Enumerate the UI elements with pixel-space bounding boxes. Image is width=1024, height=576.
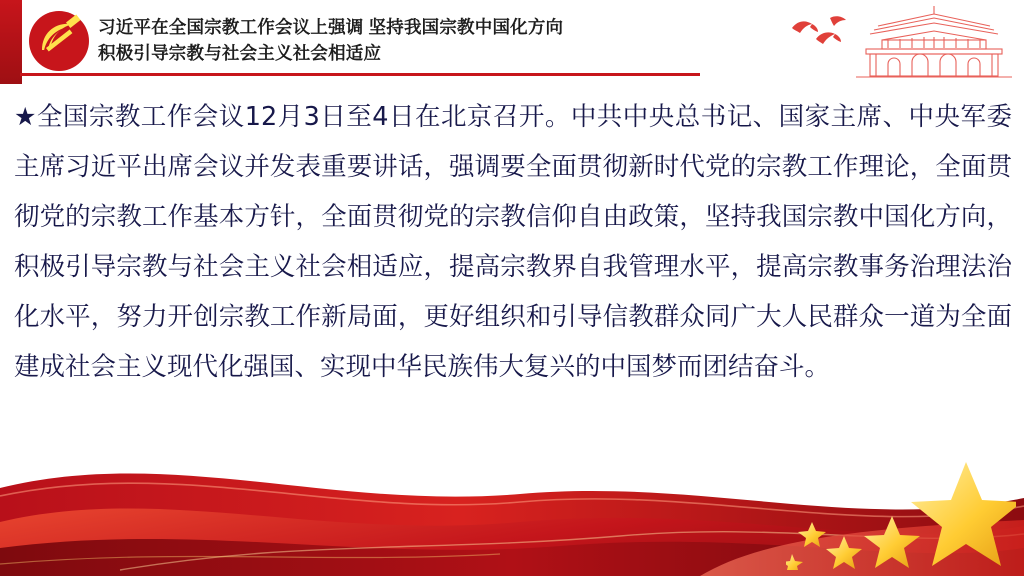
slide-header <box>0 0 1024 84</box>
document-body-paragraph <box>14 92 1012 392</box>
page-title <box>98 14 788 66</box>
bullet-star-icon: ★ <box>14 102 37 131</box>
five-golden-stars-icon <box>786 450 1016 570</box>
header-divider <box>20 73 700 76</box>
peace-doves-icon <box>790 14 850 48</box>
party-emblem-hammer-sickle-icon <box>28 10 90 72</box>
page-title-line-2: 积极引导宗教与社会主义社会相适应 <box>98 43 382 63</box>
tiananmen-gate-icon <box>848 4 1020 80</box>
page-title-line-1: 习近平在全国宗教工作会议上强调 坚持我国宗教中国化方向 <box>98 17 564 37</box>
paragraph-text: 全国宗教工作会议12月3日至4日在北京召开。中共中央总书记、国家主席、中央军委主席习近平出席会议并发表重要讲话，强调要全面贯彻新时代党的宗教工作理论，全面贯彻党的宗教工作基本方针，全面贯彻党的宗教信仰自由政策，坚持我国宗教中国化方向，积极引导宗教与社会主义社会相适应，提高宗教界自我管理水平，提高宗教事务治理法治化水平，努力开创宗教工作新局面，更好组织和引导信教群众同广大人民群众一道为全面建成社会主义现代化强国、实现中华民族伟大复兴的中国梦而团结奋斗。 <box>14 102 1012 382</box>
header-left-red-bar <box>0 0 22 84</box>
